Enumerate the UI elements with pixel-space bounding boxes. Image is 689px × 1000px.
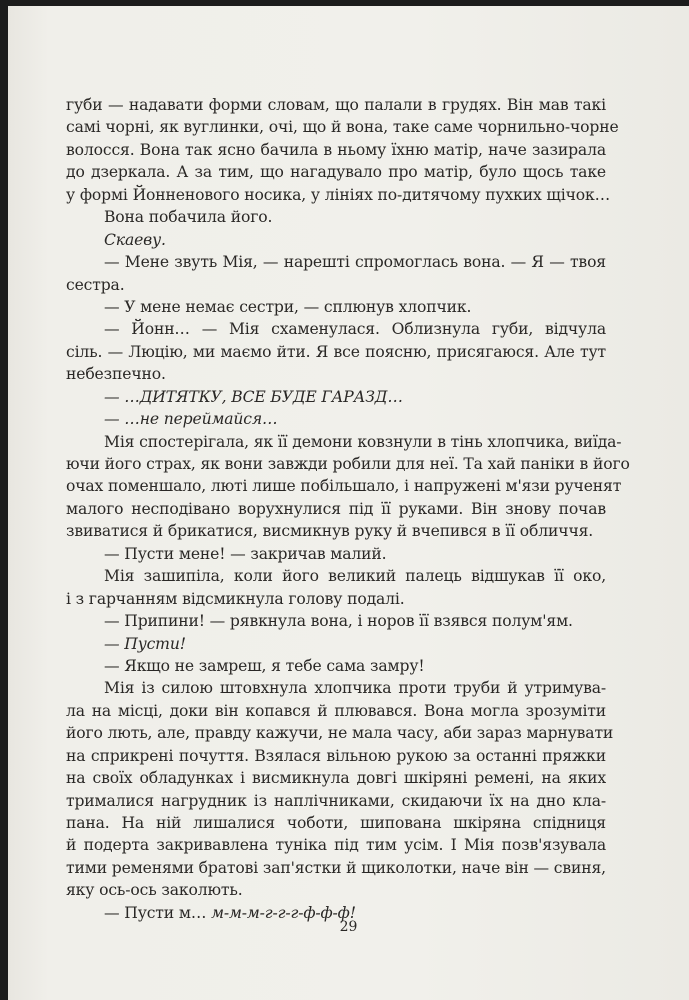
text-line xyxy=(66,812,606,834)
text-line-content: — Пусти мене! — закричав малий. xyxy=(104,544,387,563)
text-line-content: — Йонн… — Мія схаменулася. Облизнула губи, відчула xyxy=(104,320,606,339)
text-line-content: — …ДИТЯТКУ, ВСЕ БУДЕ ГАРАЗД… xyxy=(104,387,403,406)
text-line xyxy=(66,879,606,901)
text-line-content: пана. На ній лишалися чоботи, шипована шкіряна спідниця xyxy=(66,814,606,832)
text-line xyxy=(66,229,606,251)
text-line-content: — Пусти! xyxy=(104,634,186,653)
text-line xyxy=(66,655,606,677)
text-line-content: — Мене звуть Мія, — нарешті спромоглась вона. — Я — твоя xyxy=(104,253,606,272)
text-line-content: — У мене немає сестри, — сплюнув хлопчик. xyxy=(104,297,472,316)
text-line xyxy=(66,498,606,520)
text-line-content: ючи його страх, як вони завжди робили для неї. Та хай паніки в його xyxy=(66,455,630,473)
text-line-content: і з гарчанням відсмикнула голову подалі. xyxy=(66,589,405,608)
text-line-content: яку ось-ось заколють. xyxy=(66,881,243,900)
text-line xyxy=(66,94,606,116)
text-line xyxy=(66,475,622,497)
page-number: 29 xyxy=(339,919,358,935)
text-line xyxy=(66,184,611,206)
text-line xyxy=(66,588,606,610)
text-line-content: Мія із силою штовхнула хлопчика проти труби й утримува- xyxy=(104,679,606,698)
text-line xyxy=(66,543,606,565)
text-line-content: тими ременями братові зап'ястки й щиколотки, наче він — свиня, xyxy=(66,858,606,877)
text-line xyxy=(66,274,606,296)
text-line-content: у формі Йонненового носика, у лініях по-дитячому пухких щічок… xyxy=(66,185,611,204)
text-line xyxy=(66,206,606,228)
text-line xyxy=(66,745,606,767)
text-line-content: ла на місці, доки він копався й плювався. Вона могла зрозуміти xyxy=(66,701,606,720)
book-page xyxy=(8,6,689,1000)
text-line-content: губи — надавати форми словам, що палали в грудях. Він мав такі xyxy=(66,96,606,114)
text-line-content: — Якщо не замреш, я тебе сама замру! xyxy=(104,656,425,675)
text-line-content: трималися нагрудник із наплічниками, скидаючи їх на дно кла- xyxy=(66,791,606,810)
text-line-content: його лють, але, правду кажучи, не мала часу, аби зараз марнувати xyxy=(66,724,614,743)
text-line xyxy=(66,296,606,318)
text-line-content: на своїх обладунках і висмикнула довгі шкіряні ремені, на яких xyxy=(66,769,606,788)
text-line-content: Мія зашипіла, коли його великий палець відшукав її око, xyxy=(104,567,606,586)
text-line xyxy=(66,363,606,385)
text-line-content: самі чорні, як вуглинки, очі, що й вона, таке саме чорнильно-чорне xyxy=(66,118,619,137)
text-line-content: й подерта закривавлена туніка під тим усім. І Мія позв'язувала xyxy=(66,836,606,855)
text-line xyxy=(66,431,622,453)
text-line-content: — …не переймайся… xyxy=(104,410,278,429)
text-line xyxy=(66,251,606,273)
text-line-italic-tail: м-м-м-г-г-г-ф-ф-ф! xyxy=(211,903,356,922)
text-line xyxy=(66,722,614,744)
text-line xyxy=(66,453,630,475)
text-line-content: очах поменшало, люті лише побільшало, і напружені м'язи рученят xyxy=(66,477,622,496)
text-line-content: Скаеву. xyxy=(104,230,166,249)
text-line-content: до дзеркала. А за тим, що нагадувало про матір, було щось таке xyxy=(66,163,606,182)
text-line xyxy=(66,633,606,655)
text-line xyxy=(66,386,606,408)
text-line xyxy=(66,767,606,789)
text-line xyxy=(66,565,606,587)
text-line xyxy=(66,318,606,340)
text-line-content: Вона побачила його. xyxy=(104,208,273,227)
text-line-content: сестра. xyxy=(66,275,125,294)
text-line xyxy=(66,790,606,812)
text-line xyxy=(66,116,619,138)
text-line-content: Мія спостерігала, як її демони ковзнули в тінь хлопчика, виїда- xyxy=(104,432,622,451)
text-line xyxy=(66,341,606,363)
text-line-content: звиватися й брикатися, висмикнув руку й вчепився в її обличчя. xyxy=(66,522,594,541)
text-line-content: волосся. Вона так ясно бачила в ньому їхню матір, наче зазирала xyxy=(66,140,606,159)
text-line xyxy=(66,834,606,856)
text-line xyxy=(66,857,606,879)
text-line xyxy=(66,700,606,722)
text-line xyxy=(66,610,606,632)
text-line xyxy=(66,408,606,430)
body-text xyxy=(66,94,630,924)
text-line-content: сіль. — Люцію, ми маємо йти. Я все поясню, присягаюся. Але тут xyxy=(66,342,606,361)
text-line xyxy=(66,161,606,183)
text-line xyxy=(66,520,606,542)
text-line-content: — Пусти м… xyxy=(104,903,212,922)
text-line xyxy=(66,677,606,699)
text-line-content: — Припини! — рявкнула вона, і норов її взявся полум'ям. xyxy=(104,612,573,631)
text-line-content: небезпечно. xyxy=(66,365,166,384)
text-line-content: на сприкрені почуття. Взялася вільною рукою за останні пряжки xyxy=(66,746,606,765)
text-line xyxy=(66,139,606,161)
text-line-content: малого несподівано ворухнулися під її руками. Він знову почав xyxy=(66,499,606,518)
